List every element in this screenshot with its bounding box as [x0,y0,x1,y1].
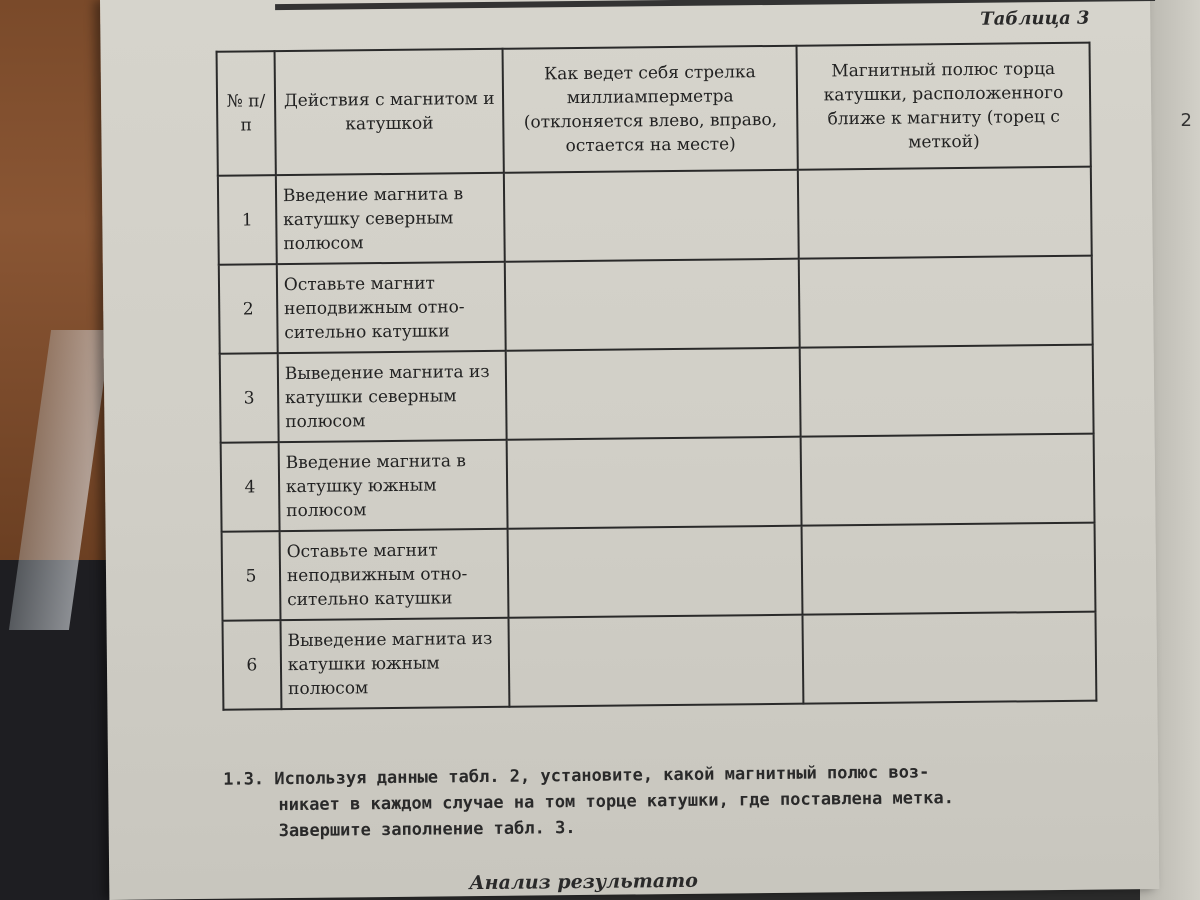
row-number: 4 [221,442,280,532]
instruction-line-2: никает в каждом случае на том торце катушки, где поставлена метка. [278,788,955,816]
row-number: 2 [219,264,278,354]
header-magnetic-pole: Магнитный полюс торца катушки, расположенного ближе к магниту (торец с меткой) [796,43,1090,170]
header-number: № п/п [217,51,276,176]
row-action: Введение магнита в катушку северным полюсом [276,173,505,264]
pole-cell[interactable] [799,256,1093,348]
arrow-cell[interactable] [508,526,802,618]
table-row [220,345,1094,443]
pole-cell[interactable] [801,523,1095,615]
pole-cell[interactable] [800,345,1094,437]
row-number: 6 [223,620,282,710]
arrow-cell[interactable] [509,615,803,707]
margin-mark: 2 [1180,110,1192,131]
row-action: Выведение магнита из катушки южным полюсом [280,618,509,709]
instruction-text [223,758,1104,845]
header-arrow-behavior: Как ведет себя стрелка миллиамперметра (отклоняется влево, вправо, остается на месте) [503,46,798,173]
arrow-cell[interactable] [505,259,799,351]
row-number: 3 [220,353,279,443]
analysis-heading: Анализ результато [469,869,698,895]
book-page [100,0,1159,900]
row-number: 1 [218,175,277,265]
header-action: Действия с магнитом и катушкой [274,49,504,175]
arrow-cell[interactable] [504,170,798,262]
row-action: Оставьте магнит неподвижным относительно катушки [279,529,508,620]
table-row [222,523,1096,621]
arrow-cell[interactable] [507,437,801,529]
row-action: Оставьте магнит неподвижным относительно катушки [277,262,506,353]
table-row [221,434,1095,532]
instruction-line-3: Завершите заполнение табл. 3. [278,818,576,842]
row-number: 5 [222,531,281,621]
arrow-cell[interactable] [506,348,800,440]
row-action: Введение магнита в катушку южным полюсом [278,440,507,531]
table-row [219,256,1093,354]
pole-cell[interactable] [802,612,1096,704]
pole-cell[interactable] [800,434,1094,526]
table-header-row [217,43,1091,176]
table-row [223,612,1097,710]
table-row [218,167,1092,265]
instruction-line-1: 1.3. Используя данные табл. 2, установите, какой магнитный полюс воз- [223,762,930,790]
pole-cell[interactable] [798,167,1092,259]
table-caption: Таблица 3 [980,7,1090,30]
row-action: Выведение магнита из катушки северным полюсом [278,351,507,442]
experiment-table [216,42,1098,711]
